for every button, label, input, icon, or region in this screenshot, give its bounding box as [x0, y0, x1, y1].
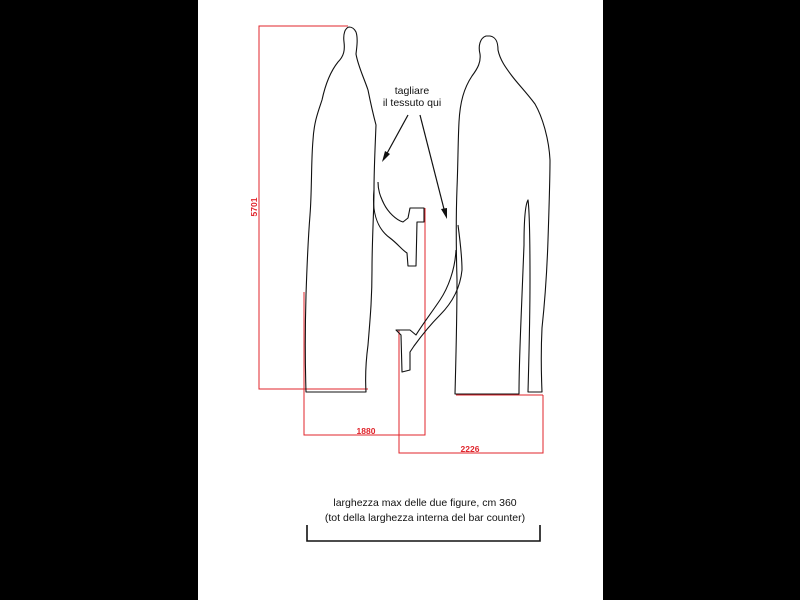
- left-figure-arm: [374, 182, 424, 266]
- cut-note-line1: tagliare: [394, 85, 430, 97]
- height-dimension-label: 5701: [249, 197, 259, 217]
- caption-line1: larghezza max delle due figure, cm 360: [333, 497, 517, 509]
- width-right-dimension-label: 2226: [460, 444, 480, 454]
- height-dimension-frame: [259, 26, 368, 389]
- caption-line2: (tot della larghezza interna del bar counter): [324, 512, 526, 524]
- arrow-to-right-figure: [420, 115, 445, 213]
- width-left-dimension-frame: [304, 208, 425, 435]
- arrow-to-left-figure: [385, 115, 408, 157]
- arrow-head-right: [441, 208, 447, 219]
- cut-here-arrows: [382, 115, 447, 219]
- right-figure-outline: [455, 36, 550, 394]
- width-left-dimension-label: 1880: [356, 426, 376, 436]
- arrow-head-left: [382, 151, 390, 162]
- caption-bracket: [307, 525, 540, 541]
- right-figure-arm: [396, 225, 462, 372]
- cut-note-line2: il tessuto qui: [382, 97, 442, 109]
- left-figure-outline: [305, 27, 376, 392]
